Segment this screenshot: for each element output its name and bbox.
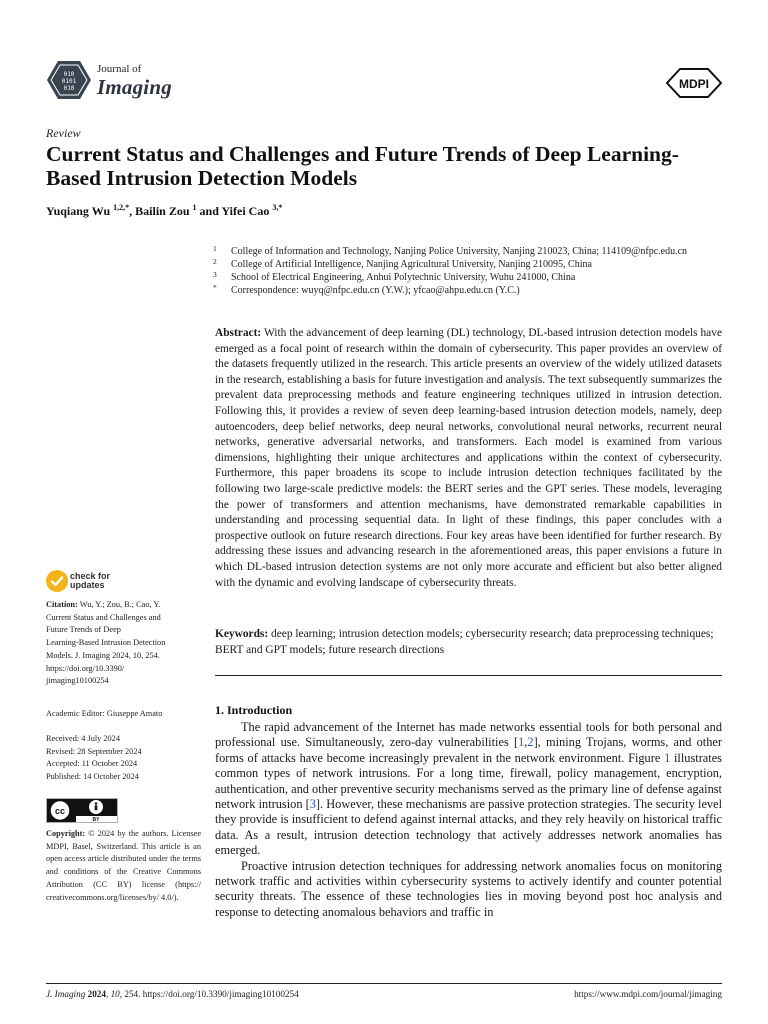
author-marks: 3,* xyxy=(272,203,283,212)
citation-line: Future Trends of Deep xyxy=(46,625,121,635)
footer-divider xyxy=(46,983,722,984)
paragraph xyxy=(215,720,722,859)
svg-text:cc: cc xyxy=(54,806,66,816)
article-type: Review xyxy=(46,126,81,140)
mdpi-logo-text: MDPI xyxy=(679,77,709,91)
section-divider xyxy=(215,675,722,676)
citation-link[interactable]: 2 xyxy=(527,735,534,750)
citation-label: Citation: xyxy=(46,600,78,609)
author-separator: , xyxy=(129,204,136,218)
footer-journal-url[interactable]: https://www.mdpi.com/journal/jimaging xyxy=(574,989,722,999)
article-title: Current Status and Challenges and Future Trends of Deep Learning-Based Intrusion Detection Models xyxy=(46,142,679,190)
academic-editor: Academic Editor: Giuseppe Amato xyxy=(46,709,163,718)
affiliation-mark: * xyxy=(213,283,217,292)
paragraph-text: illustrates common types of network intrusions. For a long time, firewall, policy management, encryption, authentication, and other preventive security mechanisms served as the primary line of defense against network intrusion [ xyxy=(215,750,722,812)
keywords-label: Keywords: xyxy=(215,628,269,640)
citation-doi-link[interactable]: https://doi.org/10.3390/ xyxy=(46,663,125,673)
check-for-updates-button[interactable] xyxy=(46,569,126,595)
keywords-text: deep learning; intrusion detection models; cybersecurity research; data preprocessing techniques; BERT and GPT models; future research directions xyxy=(215,628,714,656)
affiliation-mark: 2 xyxy=(213,257,217,266)
paragraph-text: ]. However, these mechanisms are passive protection strategies. The security level they provide is insufficient to defend against internal attacks, and they rely heavily on historical traffic data. As a result, intrusion detection technology that actively addresses network anomalies has emerged. xyxy=(215,797,722,858)
author-name[interactable]: Yuqiang Wu xyxy=(46,204,111,218)
check-for-updates-icon xyxy=(46,570,68,592)
citation-line: Wu, Y.; Zou, B.; Cao, Y. xyxy=(79,600,161,609)
affiliation xyxy=(211,258,731,271)
date-revised: Revised: 28 September 2024 xyxy=(46,746,142,756)
check-line: updates xyxy=(70,580,105,590)
mdpi-logo[interactable] xyxy=(666,68,722,98)
svg-text:010: 010 xyxy=(63,71,75,78)
introduction-body xyxy=(215,720,722,920)
date-accepted: Accepted: 11 October 2024 xyxy=(46,759,138,769)
citation-line: Learning-Based Intrusion Detection xyxy=(46,638,166,648)
affiliation-text: School of Electrical Engineering, Anhui Polytechnic University, Wuhu 241000, China xyxy=(231,272,576,283)
correspondence xyxy=(211,284,731,297)
citation-line: Current Status and Challenges and xyxy=(46,612,161,622)
paragraph-text: ], mining Trojans, worms, and other forms of attacks have become increasingly prevalent in the network environment. Figure xyxy=(215,735,722,765)
section-heading-introduction: 1. Introduction xyxy=(215,703,293,717)
citation-block xyxy=(46,599,201,688)
citation-link[interactable]: 1 xyxy=(518,735,525,750)
cc-label: BY xyxy=(92,817,100,823)
affiliation-mark: 3 xyxy=(213,270,217,279)
journal-of-label: Journal of xyxy=(97,63,142,75)
abstract-label: Abstract: xyxy=(215,327,262,339)
affiliation-mark: 1 xyxy=(213,244,217,253)
citation-line: Models. J. Imaging 2024, 10, 254. xyxy=(46,650,160,660)
check-line: check for xyxy=(70,571,111,581)
author-name[interactable]: Yifei Cao xyxy=(221,204,270,218)
article-dates xyxy=(46,733,201,784)
affiliation-text: College of Artificial Intelligence, Nanjing Agricultural University, Nanjing 210095, China xyxy=(231,259,592,270)
check-for-updates-label xyxy=(70,572,110,590)
author-marks: 1,2,* xyxy=(113,203,130,212)
author-name[interactable]: Bailin Zou xyxy=(135,204,190,218)
footer-volume: 10 xyxy=(110,989,120,999)
citation-link[interactable]: 3 xyxy=(309,797,316,812)
svg-text:0101: 0101 xyxy=(61,78,77,85)
correspondence-text: Correspondence: wuyq@nfpc.edu.cn (Y.W.); yfcao@ahpu.edu.cn (Y.C.) xyxy=(231,285,520,296)
abstract xyxy=(215,326,722,591)
paragraph-text: The rapid advancement of the Internet has made networks essential tools for both personal and professional use. Simultaneously, zero-day vulnerabilities [ xyxy=(215,720,722,750)
copyright-text: © 2024 by the authors. Licensee MDPI, Basel, Switzerland. This article is an open access article distributed under the terms and conditions of the Creative Commons Attribution (CC BY) license (https:// creativecommons.org/licenses/by/ 4.0/). xyxy=(46,829,202,902)
affiliations xyxy=(211,245,731,297)
affiliation xyxy=(211,245,731,258)
citation-doi-link[interactable]: jimaging10100254 xyxy=(46,676,109,686)
affiliation-text: College of Information and Technology, Nanjing Police University, Nanjing 210023, China; 114109@nfpc.edu.cn xyxy=(231,246,688,257)
author-and: and xyxy=(196,204,222,218)
paragraph: Proactive intrusion detection techniques for addressing network anomalies focus on monitoring network traffic and activities within cybersecurity systems to actively identify and counter potential security threats. The essence of these technologies lies in moving beyond post hoc analysis and response to detecting anomalous behaviors and traffic in xyxy=(215,858,722,919)
journal-title: Imaging xyxy=(97,75,172,99)
footer-doi[interactable]: , 254. https://doi.org/10.3390/jimaging10100254 xyxy=(119,989,299,999)
date-received: Received: 4 July 2024 xyxy=(46,734,120,743)
citation-separator: , xyxy=(524,735,528,750)
figure-link[interactable]: 1 xyxy=(664,750,671,765)
cc-by-license-badge[interactable] xyxy=(46,798,118,823)
affiliation xyxy=(211,271,731,284)
journal-name xyxy=(97,64,172,98)
date-published: Published: 14 October 2024 xyxy=(46,772,139,782)
footer-year: 2024 xyxy=(87,989,106,999)
journal-imaging-logo[interactable] xyxy=(46,60,92,100)
copyright-label: Copyright: xyxy=(46,829,86,838)
footer-citation: J. Imaging 2024, 10, 254. https://doi.org/10.3390/jimaging10100254 xyxy=(46,989,299,999)
abstract-text: With the advancement of deep learning (DL) technology, DL-based intrusion detection models have emerged as a focal point of research within the domain of cybersecurity. This paper provides an overview of the datasets frequently utilized in the research. This article presents an overview of the widely utilized datasets in the research, establishing a basis for future investigation and analysis. The text subsequently summarizes the prevalent data preprocessing methods and feature engineering techniques utilized in intrusion detection. Following this, it provides a review of seven deep learning-based intrusion detection models, namely, deep autoencoders, deep belief networks, deep neural networks, convolutional neural networks, recurrent neural networks, generative adversarial networks, and transformers. Each model is examined from various dimensions, highlighting their unique architectures and applications within the context of cybersecurity. Furthermore, this paper broadens its scope to include intrusion detection techniques facilitated by the following two large-scale predictive models: the BERT series and the GPT series. These models, leveraging the power of transformers and attention mechanisms, have demonstrated remarkable capabilities in understanding and processing sequential data. In light of these findings, this paper concludes with a prospective outlook on future research directions. Four key areas have been identified for further research. By addressing these issues and advancing research in the aforementioned areas, this paper envisions a future in which DL-based intrusion detection systems are not only more accurate and efficient but also better aligned with the dynamic and evolving landscape of cybersecurity threats. xyxy=(215,327,722,589)
footer-journal: J. Imaging xyxy=(46,989,86,999)
copyright-notice xyxy=(46,828,201,904)
svg-text:010: 010 xyxy=(63,85,75,92)
author-marks: 1 xyxy=(192,203,197,212)
author-list xyxy=(46,203,282,219)
keywords xyxy=(215,627,722,658)
